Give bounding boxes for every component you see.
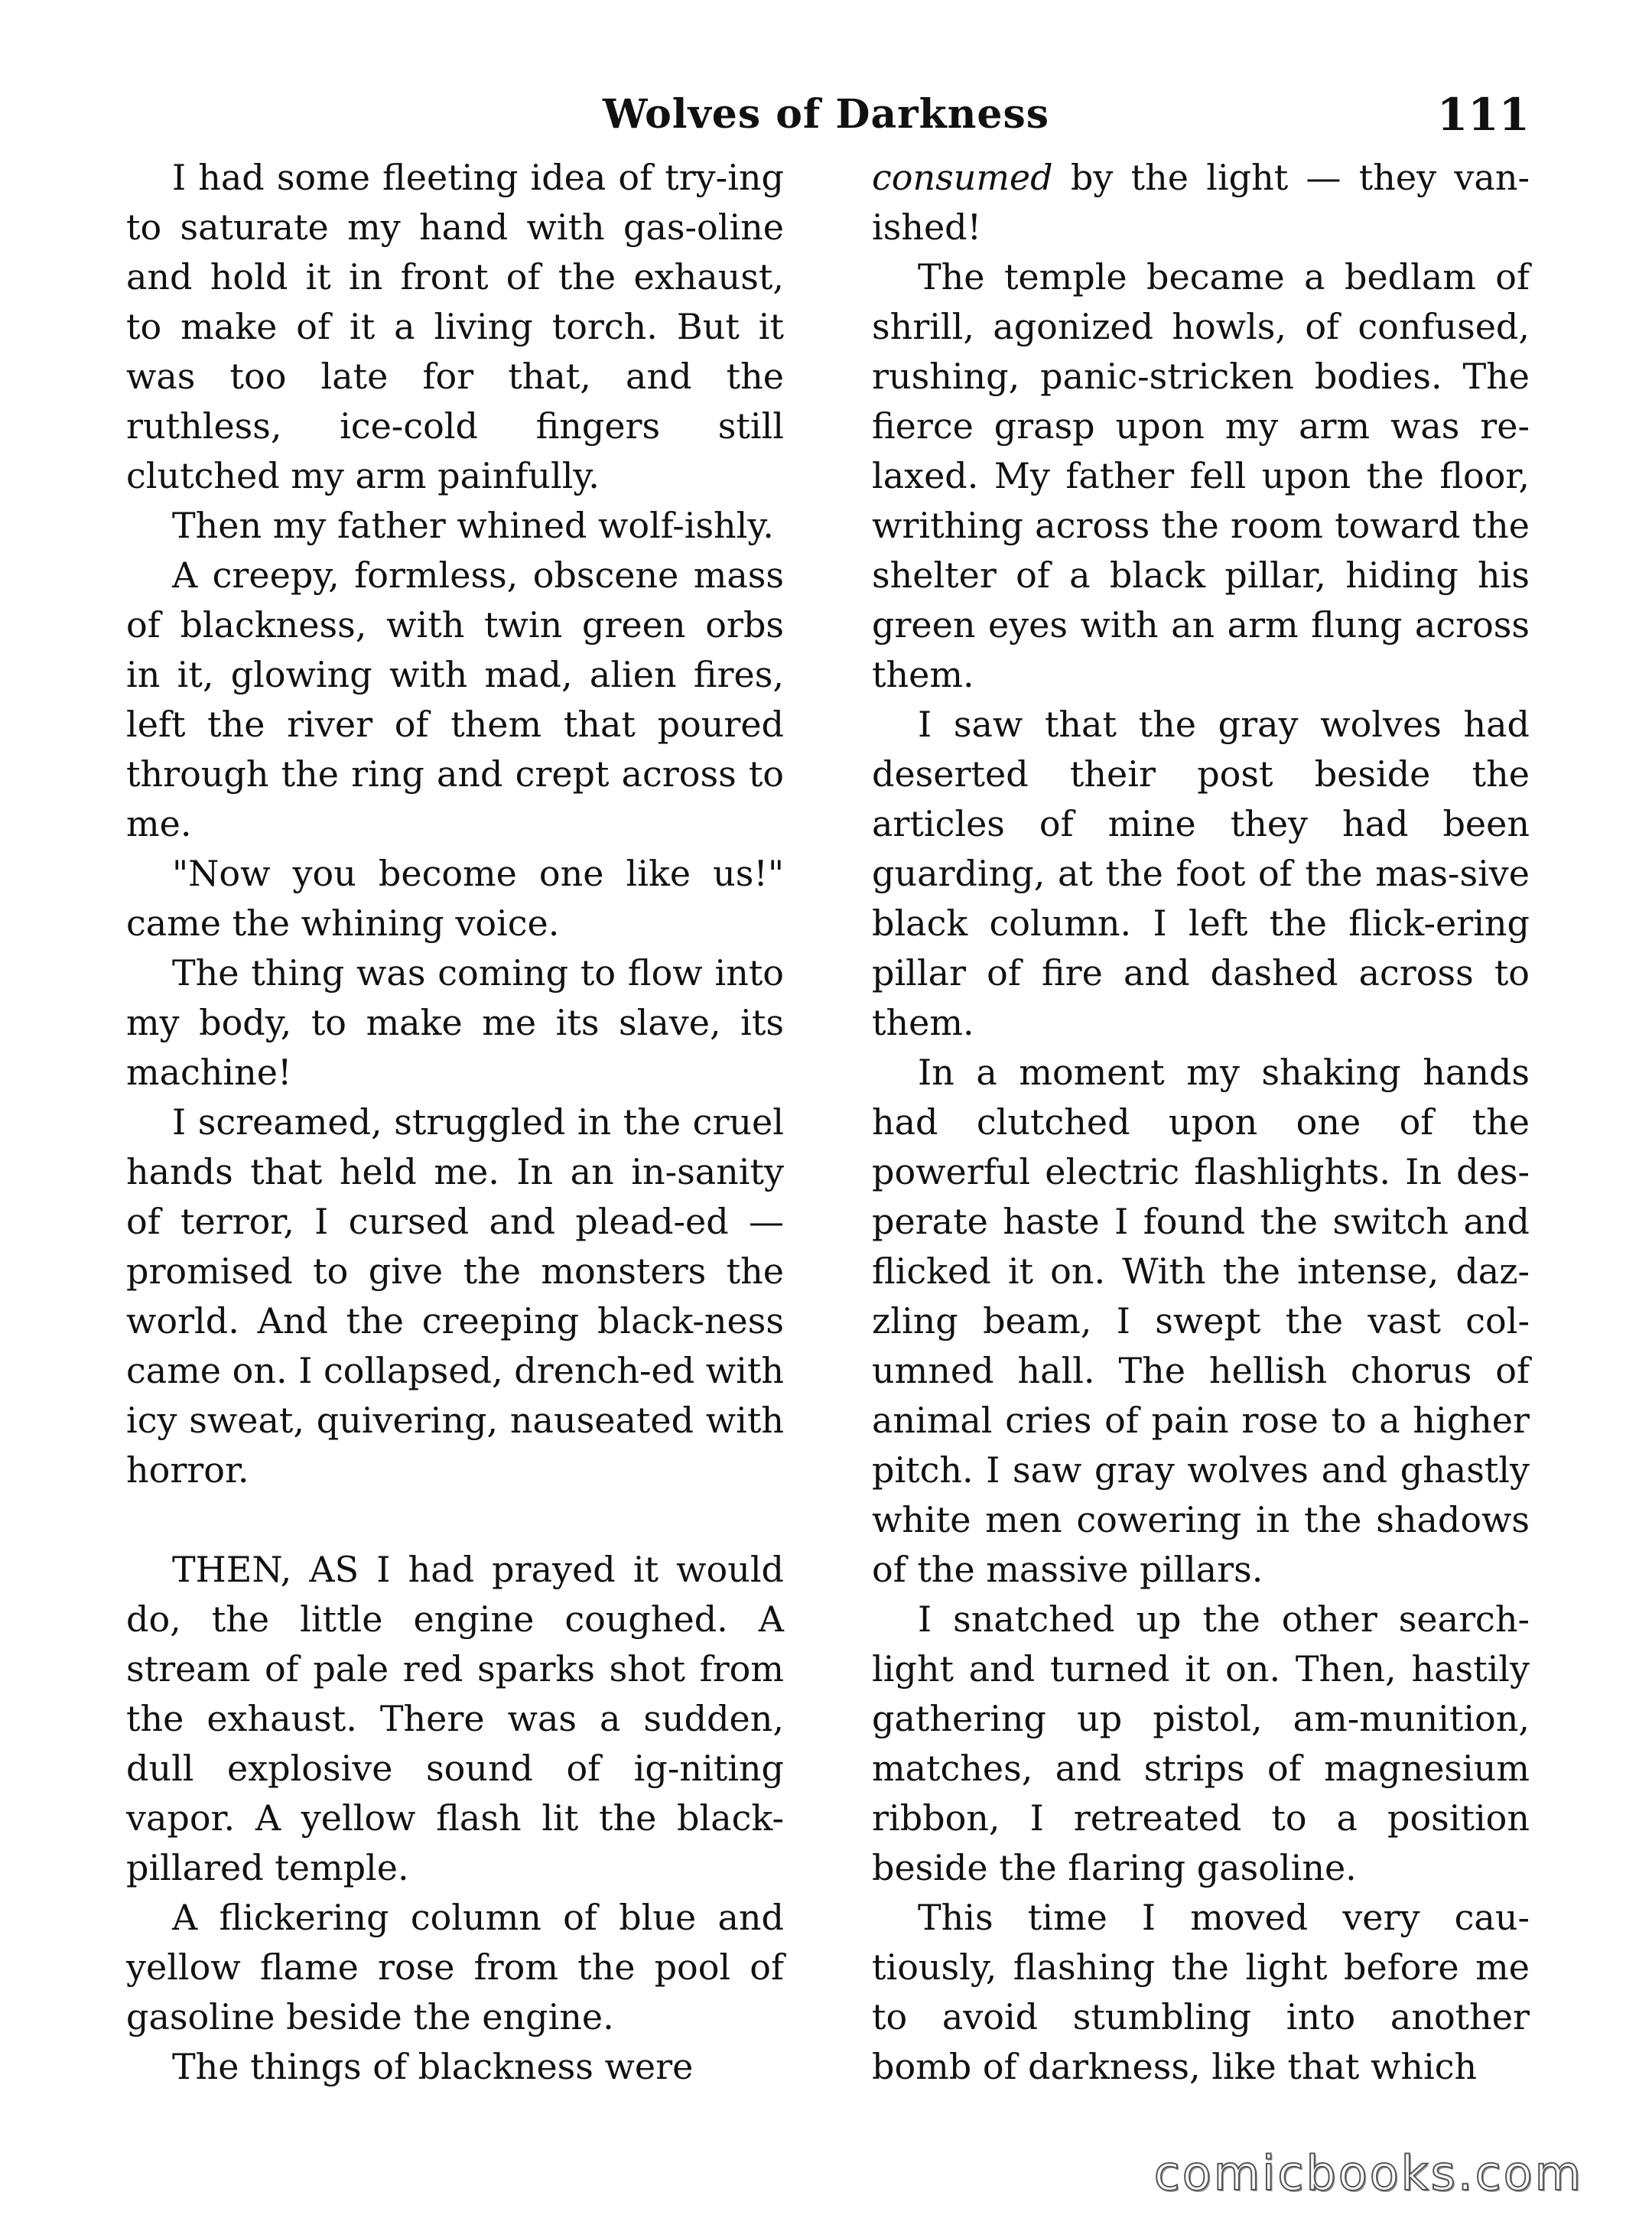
- paragraph: I screamed, struggled in the cruel hands that held me. In an in-sanity of terror, I cursed and plead-ed — promised to give the monsters the world. And the creeping black-ness came on. I collapsed, drench-ed with icy sweat, quivering, nauseated with horror.: [126, 1101, 784, 1491]
- right-column: [872, 153, 1530, 2092]
- paragraph: I had some fleeting idea of try-ing to saturate my hand with gas-oline and hold it in front of the exhaust, to make of it a living torch. But it was too late for that, and the ruthless, ice-cold fingers still clutched my arm painfully.: [126, 157, 784, 496]
- emphasized-word: consumed: [872, 157, 1053, 198]
- watermark-text: comicbooks.com: [1153, 2145, 1583, 2201]
- paragraph: I saw that the gray wolves had deserted their post beside the articles of mine they had been guarding, at the foot of the mas-sive black column. I left the flick-ering pillar of fire and dashed across to them.: [872, 704, 1530, 1043]
- paragraph: The things of blackness were: [172, 2046, 694, 2087]
- continuation-text: by the light — they van-ished!: [872, 157, 1530, 248]
- paragraph: This time I moved very cau-tiously, flashing the light before me to avoid stumbling into another bomb of darkness, like that which: [872, 1897, 1530, 2087]
- left-column: [126, 153, 784, 2092]
- paragraph: "Now you become one like us!" came the whining voice.: [126, 853, 784, 944]
- page-header: [0, 84, 1652, 145]
- paragraph: The thing was coming to flow into my body, to make me its slave, its machine!: [126, 952, 784, 1093]
- paragraph: Then my father whined wolf-ishly.: [172, 505, 774, 546]
- paragraph: In a moment my shaking hands had clutched upon one of the powerful electric flashlights. In des-perate haste I found the switch and flicked it on. With the intense, daz-zling beam, I swept the vast col-umned hall. The hellish chorus of animal cries of pain rose to a higher pitch. I saw gray wolves and ghastly white men cowering in the shadows of the massive pillars.: [872, 1052, 1530, 1590]
- continuation-paragraph: [872, 153, 1530, 252]
- running-title: Wolves of Darkness: [602, 91, 1050, 138]
- paragraph: A flickering column of blue and yellow flame rose from the pool of gasoline beside the engine.: [126, 1897, 784, 2038]
- paragraph: I snatched up the other search-light and turned it on. Then, hastily gathering up pistol, am-munition, matches, and strips of magnesium ribbon, I retreated to a position beside the flaring gasoline.: [872, 1598, 1530, 1888]
- paragraph: The temple became a bedlam of shrill, agonized howls, of confused, rushing, panic-stricken bodies. The fierce grasp upon my arm was re-laxed. My father fell upon the floor, writhing across the room toward the shelter of a black pillar, hiding his green eyes with an arm flung across them.: [872, 256, 1530, 695]
- section-start-paragraph: THEN, AS I had prayed it would do, the little engine coughed. A stream of pale red sparks shot from the exhaust. There was a sudden, dull explosive sound of ig-niting vapor. A yellow flash lit the black-pillared temple.: [126, 1549, 784, 1888]
- page-number: 111: [1436, 89, 1530, 141]
- paragraph: A creepy, formless, obscene mass of blackness, with twin green orbs in it, glowing with mad, alien fires, left the river of them that poured through the ring and crept across to me.: [126, 554, 784, 844]
